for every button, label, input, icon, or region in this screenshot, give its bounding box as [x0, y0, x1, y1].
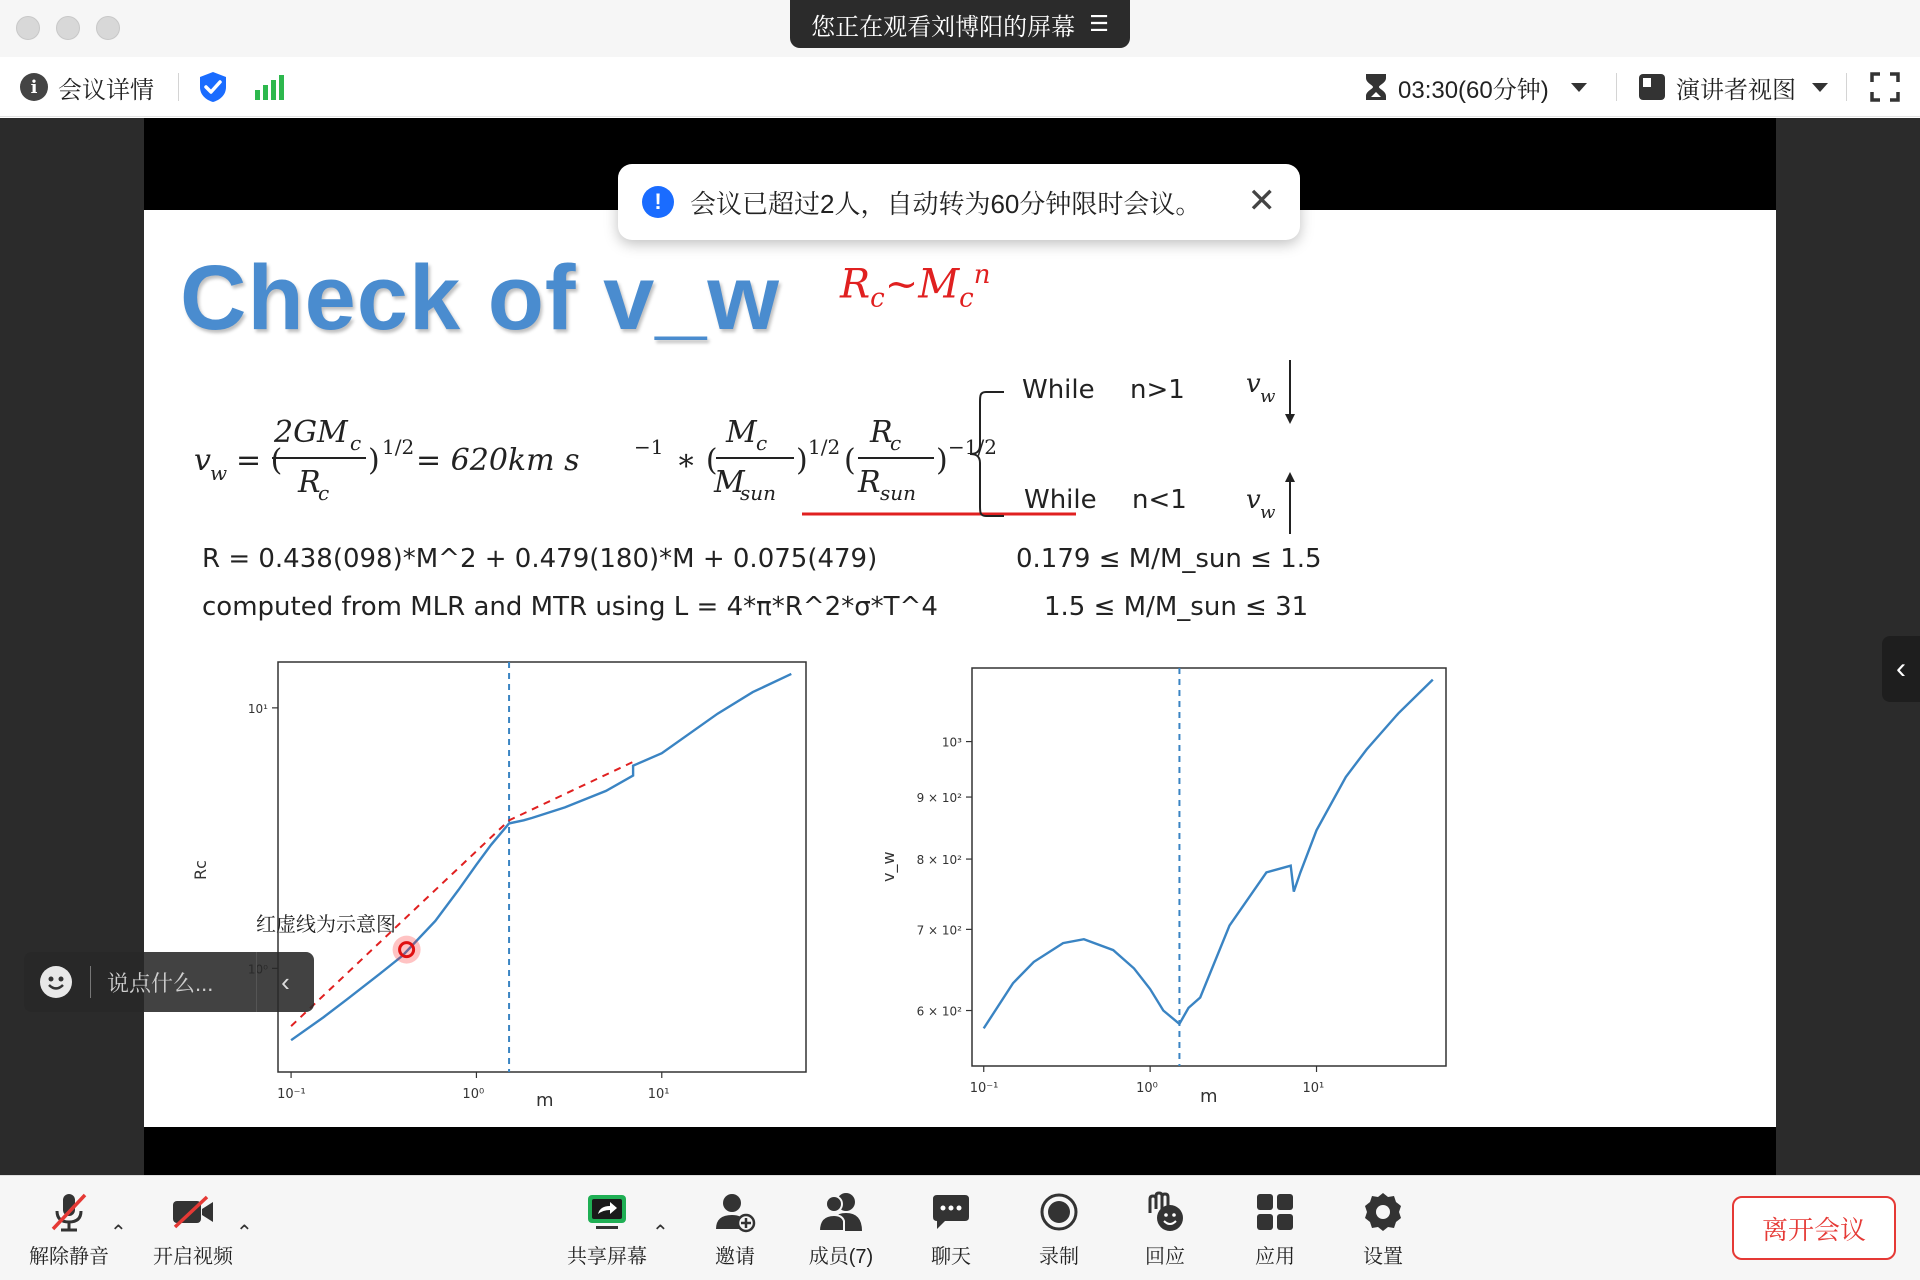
start-video-label: 开启视频 — [153, 1246, 233, 1268]
notification-toast — [618, 164, 1300, 240]
cases-brace — [964, 350, 1464, 550]
unmute-button[interactable] — [14, 1190, 124, 1270]
scaling-rc: R — [840, 261, 871, 308]
participants-button[interactable] — [786, 1190, 896, 1270]
rc-xtick-label: 10⁻¹ — [277, 1087, 306, 1102]
meeting-timer[interactable] — [1364, 57, 1587, 117]
meeting-controls — [0, 1175, 1920, 1280]
info-icon: i — [20, 73, 48, 101]
eq-rsun: R — [858, 465, 881, 500]
record-label: 录制 — [1039, 1246, 1079, 1268]
scaling-relation — [840, 260, 990, 313]
settings-label: 设置 — [1363, 1246, 1403, 1268]
share-banner-label: 您正在观看刘博阳的屏幕 — [811, 13, 1076, 41]
audio-options-chevron-icon[interactable]: ⌃ — [110, 1222, 127, 1244]
chat-label: 聊天 — [931, 1246, 971, 1268]
add-user-icon — [713, 1190, 757, 1234]
fullscreen-button[interactable] — [1870, 57, 1900, 117]
eq-msun: M — [714, 465, 745, 500]
view-mode-button[interactable] — [1638, 57, 1828, 117]
divider — [1846, 73, 1847, 101]
eq-lhs-sub: w — [210, 461, 228, 485]
eq-exp-pos: 1/2 — [808, 435, 841, 459]
eq-times-paren: ∗ ( — [676, 443, 718, 478]
window-titlebar — [0, 0, 1920, 57]
eq-lhs: v — [194, 443, 211, 478]
gear-icon — [1361, 1190, 1405, 1234]
unmute-label: 解除静音 — [29, 1246, 109, 1268]
vw-xlabel: m — [1200, 1086, 1218, 1107]
divider — [178, 73, 179, 101]
fit-source: computed from MLR and MTR using L = 4*π*R^2*σ*T^4 — [202, 592, 938, 622]
eq-close-paren: ) — [936, 443, 948, 478]
eq-denominator: R — [298, 465, 321, 500]
share-options-chevron-icon[interactable]: ⌃ — [652, 1222, 669, 1244]
vw-ytick-label: 10³ — [941, 735, 962, 750]
shared-screen-area — [0, 118, 1920, 1175]
meeting-info-label: 会议详情 — [58, 76, 154, 104]
vw-ytick-label: 9 × 10² — [916, 791, 962, 806]
vw-ytick-label: 7 × 10² — [916, 923, 962, 938]
mass-range-1: 0.179 ≤ M/M_sun ≤ 1.5 — [1016, 544, 1322, 574]
collapse-chevron-icon[interactable]: ‹ — [256, 952, 314, 1012]
rc-xlabel: m — [536, 1090, 554, 1111]
chat-button[interactable] — [896, 1190, 1006, 1270]
eq-rc-sub: c — [890, 431, 902, 455]
rc-xtick-label: 10¹ — [647, 1087, 670, 1102]
screen-share-banner[interactable] — [790, 0, 1130, 48]
case1-while: While — [1022, 375, 1095, 405]
invite-button[interactable] — [680, 1190, 790, 1270]
record-icon — [1037, 1190, 1081, 1234]
hourglass-icon — [1364, 72, 1388, 102]
scaling-mc: ~M — [884, 261, 960, 308]
meeting-info-button[interactable] — [20, 57, 154, 117]
eq-open-paren: ( — [844, 443, 856, 478]
video-options-chevron-icon[interactable]: ⌃ — [236, 1222, 253, 1244]
settings-button[interactable] — [1328, 1190, 1438, 1270]
eq-rsun-sub: sun — [880, 481, 917, 505]
slide-title: Check of v_w — [180, 247, 780, 349]
chat-quick-input[interactable] — [24, 952, 314, 1012]
case1-vw-sub: w — [1260, 386, 1276, 407]
case2-condition: n<1 — [1132, 485, 1187, 515]
reaction-hand-icon — [1143, 1190, 1187, 1234]
shield-check-icon — [198, 71, 228, 103]
apps-button[interactable] — [1220, 1190, 1330, 1270]
eq-msun-sub: sun — [740, 481, 777, 505]
leave-meeting-button[interactable]: 离开会议 — [1732, 1196, 1896, 1260]
notification-text: 会议已超过2人，自动转为60分钟限时会议。 — [690, 188, 1202, 219]
apps-label: 应用 — [1255, 1246, 1295, 1268]
alert-icon: ! — [642, 186, 674, 218]
scaling-mc-sub: c — [959, 283, 974, 314]
close-icon[interactable]: ✕ — [1247, 182, 1276, 220]
eq-constant-exponent: −1 — [634, 435, 664, 459]
case2-vw-sub: w — [1260, 502, 1276, 523]
start-video-button[interactable] — [138, 1190, 248, 1270]
vw-ytick-label: 8 × 10² — [916, 853, 962, 868]
view-mode-label: 演讲者视图 — [1676, 76, 1796, 104]
scaling-rc-sub: c — [870, 283, 885, 314]
eq-close-paren: ) — [368, 443, 380, 478]
minimize-window-button[interactable] — [56, 16, 80, 40]
participants-icon — [819, 1190, 863, 1234]
vw-xtick-label: 10¹ — [1302, 1081, 1325, 1096]
meeting-toolbar — [0, 57, 1920, 117]
rc-ytick-label: 10¹ — [247, 701, 268, 716]
camera-off-icon — [171, 1190, 215, 1234]
expand-panel-button[interactable] — [1882, 636, 1920, 702]
vw-xtick-label: 10⁻¹ — [969, 1081, 999, 1096]
vw-plot-frame — [972, 668, 1446, 1066]
rc-ylabel: Rc — [191, 860, 210, 880]
record-button[interactable] — [1004, 1190, 1114, 1270]
scaling-exponent: n — [973, 260, 991, 290]
eq-numerator-sub: c — [350, 431, 362, 455]
chevron-down-icon — [1571, 83, 1587, 92]
red-dash-annotation: 红虚线为示意图 — [256, 914, 396, 936]
chevron-left-icon: ‹ — [1896, 652, 1906, 685]
eq-numerator: 2GM — [274, 415, 348, 450]
rc-plot-frame — [278, 662, 806, 1072]
timer-label: 03:30(60分钟) — [1398, 76, 1549, 104]
chevron-down-icon — [1812, 83, 1828, 92]
share-screen-button[interactable] — [552, 1190, 662, 1270]
chat-bubble-icon — [929, 1190, 973, 1234]
down-arrow-icon — [1285, 360, 1295, 424]
fit-formula: R = 0.438(098)*M^2 + 0.479(180)*M + 0.075(479) — [202, 544, 878, 574]
case1-condition: n>1 — [1130, 375, 1185, 405]
eq-close-paren: ) — [796, 443, 808, 478]
vw-ytick-label: 6 × 10² — [916, 1004, 962, 1019]
eq-exp-neg: −1/2 — [948, 435, 997, 459]
divider — [1616, 73, 1617, 101]
fullscreen-icon — [1870, 72, 1900, 102]
chat-placeholder: 说点什么... — [107, 970, 214, 996]
close-window-button[interactable] — [16, 16, 40, 40]
participants-label: 成员(7) — [808, 1246, 874, 1268]
menu-icon: ☰ — [1089, 11, 1109, 36]
invite-label: 邀请 — [715, 1246, 755, 1268]
case1-vw: v — [1246, 369, 1261, 399]
eq-mc: M — [726, 415, 757, 450]
speaker-view-icon — [1638, 73, 1666, 101]
connection-quality-button[interactable] — [254, 57, 284, 117]
eq-rc: R — [870, 415, 893, 450]
case2-vw: v — [1246, 485, 1261, 515]
vw-xtick-label: 10⁰ — [1136, 1081, 1158, 1096]
eq-denominator-sub: c — [318, 481, 330, 505]
brace-shape — [970, 392, 1004, 516]
emoji-icon[interactable] — [40, 966, 72, 998]
rc-xtick-label: 10⁰ — [462, 1087, 485, 1102]
eq-equals: = ( — [236, 443, 283, 478]
share-screen-icon — [585, 1190, 629, 1234]
apps-grid-icon — [1253, 1190, 1297, 1234]
share-screen-label: 共享屏幕 — [567, 1246, 647, 1268]
eq-mc-sub: c — [756, 431, 768, 455]
reactions-label: 回应 — [1145, 1246, 1185, 1268]
eq-constant: = 620km s — [416, 443, 580, 478]
case2-while: While — [1024, 485, 1097, 515]
vw-plot — [879, 646, 1524, 1112]
presentation-slide — [144, 210, 1776, 1127]
mass-range-2: 1.5 ≤ M/M_sun ≤ 31 — [1044, 592, 1309, 622]
up-arrow-icon — [1285, 472, 1295, 534]
encryption-shield-button[interactable] — [198, 57, 228, 117]
rc-cursor-glow — [393, 936, 421, 964]
signal-bars-icon — [254, 74, 284, 100]
divider — [90, 966, 91, 998]
zoom-window-button[interactable] — [96, 16, 120, 40]
mic-muted-icon — [47, 1190, 91, 1234]
eq-half-exponent: 1/2 — [382, 435, 415, 459]
reactions-button[interactable] — [1110, 1190, 1220, 1270]
vw-ylabel: v_w — [879, 851, 898, 882]
rc-plot — [184, 646, 824, 1112]
